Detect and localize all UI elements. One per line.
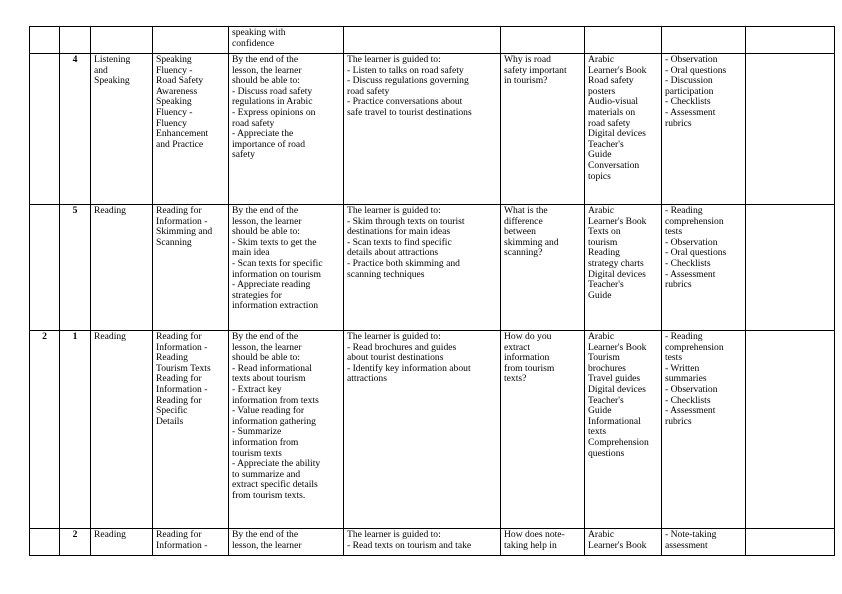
learning-resources-cell bbox=[585, 331, 662, 529]
cell-line: - Appreciate reading bbox=[232, 279, 311, 291]
strand-cell bbox=[91, 205, 153, 331]
cell-line: road safety bbox=[347, 85, 390, 97]
cell-line: - Discuss regulations governing bbox=[347, 75, 469, 87]
cell-line: Reading for bbox=[156, 529, 202, 540]
strand-cell bbox=[91, 529, 153, 556]
cell-line: Learner's Book bbox=[588, 64, 647, 76]
cell-line: lesson, the learner bbox=[232, 215, 302, 227]
cell-line: Speaking bbox=[94, 75, 130, 87]
cell-line: Reading for bbox=[156, 394, 202, 406]
reflection-cell bbox=[746, 205, 835, 331]
strand-cell bbox=[91, 27, 153, 54]
cell-line: Travel guides bbox=[588, 373, 641, 385]
cell-line: Tourism bbox=[588, 352, 620, 364]
learning-outcomes-cell bbox=[229, 54, 344, 205]
cell-line: importance of road bbox=[232, 138, 305, 150]
reflection-cell bbox=[746, 27, 835, 54]
table-row bbox=[30, 205, 835, 331]
cell-line: to summarize and bbox=[232, 468, 301, 480]
cell-line: safe travel to tourist destinations bbox=[347, 106, 472, 118]
cell-line: Guide bbox=[588, 149, 612, 161]
cell-line: Conversation bbox=[588, 159, 640, 171]
cell-line: - Skim through texts on tourist bbox=[347, 215, 465, 227]
cell-line: comprehension bbox=[665, 341, 724, 353]
cell-line: tourism texts bbox=[232, 447, 282, 459]
lesson-cell: 2 bbox=[60, 529, 91, 556]
cell-line: Why is road bbox=[504, 54, 551, 65]
cell-line: information gathering bbox=[232, 415, 316, 427]
cell-line: - Scan texts to find specific bbox=[347, 236, 452, 248]
cell-line: Digital devices bbox=[588, 268, 646, 280]
cell-line: - Practice both skimming and bbox=[347, 257, 460, 269]
sub-strand-cell bbox=[153, 54, 229, 205]
cell-line: Reading for bbox=[156, 331, 202, 342]
cell-line: details about attractions bbox=[347, 247, 439, 259]
cell-line: regulations in Arabic bbox=[232, 96, 313, 108]
cell-line: - Read brochures and guides bbox=[347, 341, 457, 353]
cell-line: materials on bbox=[588, 106, 636, 118]
cell-line: - Listen to talks on road safety bbox=[347, 64, 464, 76]
cell-line: should be able to: bbox=[232, 75, 300, 87]
reflection-cell bbox=[746, 331, 835, 529]
cell-line: Reading for bbox=[156, 205, 202, 216]
cell-line: comprehension bbox=[665, 215, 724, 227]
cell-line: Texts on bbox=[588, 226, 621, 238]
cell-line: Road Safety bbox=[156, 75, 204, 87]
cell-line: - Oral questions bbox=[665, 247, 727, 259]
cell-line: - Identify key information about bbox=[347, 362, 471, 374]
strand-cell bbox=[91, 331, 153, 529]
cell-line: Scanning bbox=[156, 236, 192, 248]
cell-line: Teacher's bbox=[588, 394, 624, 406]
cell-line: Reading bbox=[94, 205, 126, 216]
cell-line: - Oral questions bbox=[665, 64, 727, 76]
learning-experiences-cell bbox=[344, 529, 501, 556]
cell-line: Skimming and bbox=[156, 226, 213, 238]
cell-line: - Checklists bbox=[665, 96, 711, 108]
week-cell bbox=[30, 27, 60, 54]
cell-line: Arabic bbox=[588, 54, 615, 65]
cell-line: attractions bbox=[347, 373, 387, 385]
cell-line: - Note-taking bbox=[665, 529, 717, 540]
cell-line: speaking with bbox=[232, 27, 286, 38]
assessment-cell bbox=[662, 529, 746, 556]
cell-line: road safety bbox=[232, 117, 275, 129]
table-row bbox=[30, 27, 835, 54]
cell-line: By the end of the bbox=[232, 205, 299, 216]
cell-line: Fluency bbox=[156, 117, 187, 129]
cell-line: Reading bbox=[94, 529, 126, 540]
learning-experiences-cell bbox=[344, 331, 501, 529]
table-row bbox=[30, 331, 835, 529]
cell-line: - Value reading for bbox=[232, 405, 305, 417]
cell-line: rubrics bbox=[665, 415, 692, 427]
cell-line: Informational bbox=[588, 415, 641, 427]
sub-strand-cell bbox=[153, 205, 229, 331]
week-cell: 2 bbox=[30, 331, 60, 529]
learning-outcomes-cell bbox=[229, 205, 344, 331]
cell-line: between bbox=[504, 226, 536, 238]
table-row bbox=[30, 54, 835, 205]
cell-line: - Reading bbox=[665, 331, 703, 342]
learning-outcomes-cell bbox=[229, 331, 344, 529]
cell-line: texts about tourism bbox=[232, 373, 306, 385]
lesson-cell: 1 bbox=[60, 331, 91, 529]
cell-line: scanning techniques bbox=[347, 268, 425, 280]
learning-resources-cell bbox=[585, 54, 662, 205]
cell-line: strategy charts bbox=[588, 257, 644, 269]
assessment-cell bbox=[662, 54, 746, 205]
cell-line: - Read informational bbox=[232, 362, 312, 374]
inquiry-question-cell bbox=[501, 529, 585, 556]
reflection-cell bbox=[746, 54, 835, 205]
cell-line: The learner is guided to: bbox=[347, 54, 441, 65]
cell-line: posters bbox=[588, 85, 616, 97]
cell-line: - Checklists bbox=[665, 394, 711, 406]
learning-resources-cell bbox=[585, 205, 662, 331]
cell-line: about tourist destinations bbox=[347, 352, 444, 364]
cell-line: rubrics bbox=[665, 117, 692, 129]
inquiry-question-cell bbox=[501, 205, 585, 331]
cell-line: - Appreciate the bbox=[232, 128, 294, 140]
table-row bbox=[30, 529, 835, 556]
cell-line: Learner's Book bbox=[588, 539, 647, 551]
cell-line: - Observation bbox=[665, 383, 718, 395]
learning-outcomes-cell bbox=[229, 27, 344, 54]
cell-line: safety bbox=[232, 149, 255, 161]
strand-cell bbox=[91, 54, 153, 205]
cell-line: Speaking bbox=[156, 96, 192, 108]
cell-line: By the end of the bbox=[232, 331, 299, 342]
learning-resources-cell bbox=[585, 529, 662, 556]
cell-line: should be able to: bbox=[232, 352, 300, 364]
cell-line: Awareness bbox=[156, 85, 198, 97]
learning-experiences-cell bbox=[344, 205, 501, 331]
cell-line: texts? bbox=[504, 373, 527, 385]
cell-line: questions bbox=[588, 447, 625, 459]
week-cell bbox=[30, 529, 60, 556]
cell-line: strategies for bbox=[232, 289, 282, 301]
cell-line: The learner is guided to: bbox=[347, 205, 441, 216]
cell-line: extract bbox=[504, 341, 531, 353]
cell-line: information from bbox=[232, 436, 299, 448]
table-body bbox=[30, 27, 835, 556]
cell-line: - Checklists bbox=[665, 257, 711, 269]
cell-line: texts bbox=[588, 426, 607, 438]
cell-line: Speaking bbox=[156, 54, 192, 65]
cell-line: lesson, the learner bbox=[232, 64, 302, 76]
cell-line: - Reading bbox=[665, 205, 703, 216]
cell-line: Digital devices bbox=[588, 128, 646, 140]
cell-line: Reading for bbox=[156, 373, 202, 385]
cell-line: from tourism bbox=[504, 362, 555, 374]
scheme-of-work-page bbox=[29, 26, 834, 556]
cell-line: - Assessment bbox=[665, 405, 716, 417]
cell-line: tests bbox=[665, 352, 683, 364]
lesson-cell: 5 bbox=[60, 205, 91, 331]
cell-line: topics bbox=[588, 170, 611, 182]
cell-line: Fluency - bbox=[156, 106, 193, 118]
cell-line: road safety bbox=[588, 117, 631, 129]
cell-line: - Read texts on tourism and take bbox=[347, 539, 472, 551]
assessment-cell bbox=[662, 27, 746, 54]
cell-line: lesson, the learner bbox=[232, 539, 302, 551]
cell-line: Learner's Book bbox=[588, 341, 647, 353]
cell-line: Guide bbox=[588, 289, 612, 301]
cell-line: The learner is guided to: bbox=[347, 529, 441, 540]
cell-line: Information - bbox=[156, 539, 208, 551]
cell-line: Listening bbox=[94, 54, 131, 65]
cell-line: Teacher's bbox=[588, 279, 624, 291]
inquiry-question-cell bbox=[501, 331, 585, 529]
cell-line: By the end of the bbox=[232, 529, 299, 540]
cell-line: information on tourism bbox=[232, 268, 321, 280]
cell-line: Digital devices bbox=[588, 383, 646, 395]
cell-line: - Observation bbox=[665, 236, 718, 248]
cell-line: information from texts bbox=[232, 394, 319, 406]
cell-line: difference bbox=[504, 215, 543, 227]
cell-line: - Discuss road safety bbox=[232, 85, 313, 97]
cell-line: The learner is guided to: bbox=[347, 331, 441, 342]
lesson-cell: 4 bbox=[60, 54, 91, 205]
cell-line: - Discussion bbox=[665, 75, 713, 87]
cell-line: Arabic bbox=[588, 529, 615, 540]
cell-line: Road safety bbox=[588, 75, 634, 87]
scheme-of-work-table bbox=[29, 26, 835, 556]
assessment-cell bbox=[662, 205, 746, 331]
cell-line: tourism bbox=[588, 236, 618, 248]
cell-line: - Scan texts for specific bbox=[232, 257, 323, 269]
cell-line: Information - bbox=[156, 341, 208, 353]
cell-line: - Summarize bbox=[232, 426, 282, 438]
lesson-cell bbox=[60, 27, 91, 54]
cell-line: - Assessment bbox=[665, 106, 716, 118]
cell-line: Teacher's bbox=[588, 138, 624, 150]
learning-outcomes-cell bbox=[229, 529, 344, 556]
cell-line: Arabic bbox=[588, 331, 615, 342]
cell-line: and bbox=[94, 64, 108, 76]
cell-line: - Extract key bbox=[232, 383, 282, 395]
cell-line: Comprehension bbox=[588, 436, 649, 448]
cell-line: How does note- bbox=[504, 529, 565, 540]
cell-line: Details bbox=[156, 415, 184, 427]
cell-line: from tourism texts. bbox=[232, 489, 306, 501]
cell-line: Fluency - bbox=[156, 64, 193, 76]
cell-line: - Practice conversations about bbox=[347, 96, 463, 108]
cell-line: - Express opinions on bbox=[232, 106, 316, 118]
cell-line: Specific bbox=[156, 405, 188, 417]
reflection-cell bbox=[746, 529, 835, 556]
cell-line: - Observation bbox=[665, 54, 718, 65]
cell-line: information extraction bbox=[232, 300, 319, 312]
cell-line: information bbox=[504, 352, 550, 364]
inquiry-question-cell bbox=[501, 27, 585, 54]
cell-line: - Written bbox=[665, 362, 700, 374]
learning-resources-cell bbox=[585, 27, 662, 54]
learning-experiences-cell bbox=[344, 54, 501, 205]
cell-line: tests bbox=[665, 226, 683, 238]
cell-line: How do you bbox=[504, 331, 552, 342]
cell-line: Reading bbox=[588, 247, 620, 259]
week-cell bbox=[30, 54, 60, 205]
week-cell bbox=[30, 205, 60, 331]
cell-line: scanning? bbox=[504, 247, 543, 259]
cell-line: participation bbox=[665, 85, 714, 97]
cell-line: should be able to: bbox=[232, 226, 300, 238]
cell-line: - Skim texts to get the bbox=[232, 236, 317, 248]
inquiry-question-cell bbox=[501, 54, 585, 205]
cell-line: destinations for main ideas bbox=[347, 226, 451, 238]
cell-line: and Practice bbox=[156, 138, 204, 150]
cell-line: Guide bbox=[588, 405, 612, 417]
cell-line: Arabic bbox=[588, 205, 615, 216]
cell-line: main idea bbox=[232, 247, 270, 259]
cell-line: What is the bbox=[504, 205, 548, 216]
sub-strand-cell bbox=[153, 529, 229, 556]
cell-line: Tourism Texts bbox=[156, 362, 211, 374]
cell-line: skimming and bbox=[504, 236, 559, 248]
cell-line: lesson, the learner bbox=[232, 341, 302, 353]
cell-line: brochures bbox=[588, 362, 626, 374]
cell-line: safety important bbox=[504, 64, 567, 76]
cell-line: By the end of the bbox=[232, 54, 299, 65]
cell-line: assessment bbox=[665, 539, 708, 551]
cell-line: in tourism? bbox=[504, 75, 548, 87]
cell-line: rubrics bbox=[665, 279, 692, 291]
cell-line: summaries bbox=[665, 373, 707, 385]
cell-line: Enhancement bbox=[156, 128, 209, 140]
cell-line: taking help in bbox=[504, 539, 557, 551]
cell-line: Audio-visual bbox=[588, 96, 639, 108]
sub-strand-cell bbox=[153, 331, 229, 529]
assessment-cell bbox=[662, 331, 746, 529]
cell-line: Information - bbox=[156, 215, 208, 227]
cell-line: - Assessment bbox=[665, 268, 716, 280]
cell-line: Reading bbox=[156, 352, 188, 364]
cell-line: Learner's Book bbox=[588, 215, 647, 227]
cell-line: Information - bbox=[156, 383, 208, 395]
sub-strand-cell bbox=[153, 27, 229, 54]
learning-experiences-cell bbox=[344, 27, 501, 54]
cell-line: - Appreciate the ability bbox=[232, 458, 321, 470]
cell-line: extract specific details bbox=[232, 479, 318, 491]
cell-line: confidence bbox=[232, 37, 275, 49]
cell-line: Reading bbox=[94, 331, 126, 342]
